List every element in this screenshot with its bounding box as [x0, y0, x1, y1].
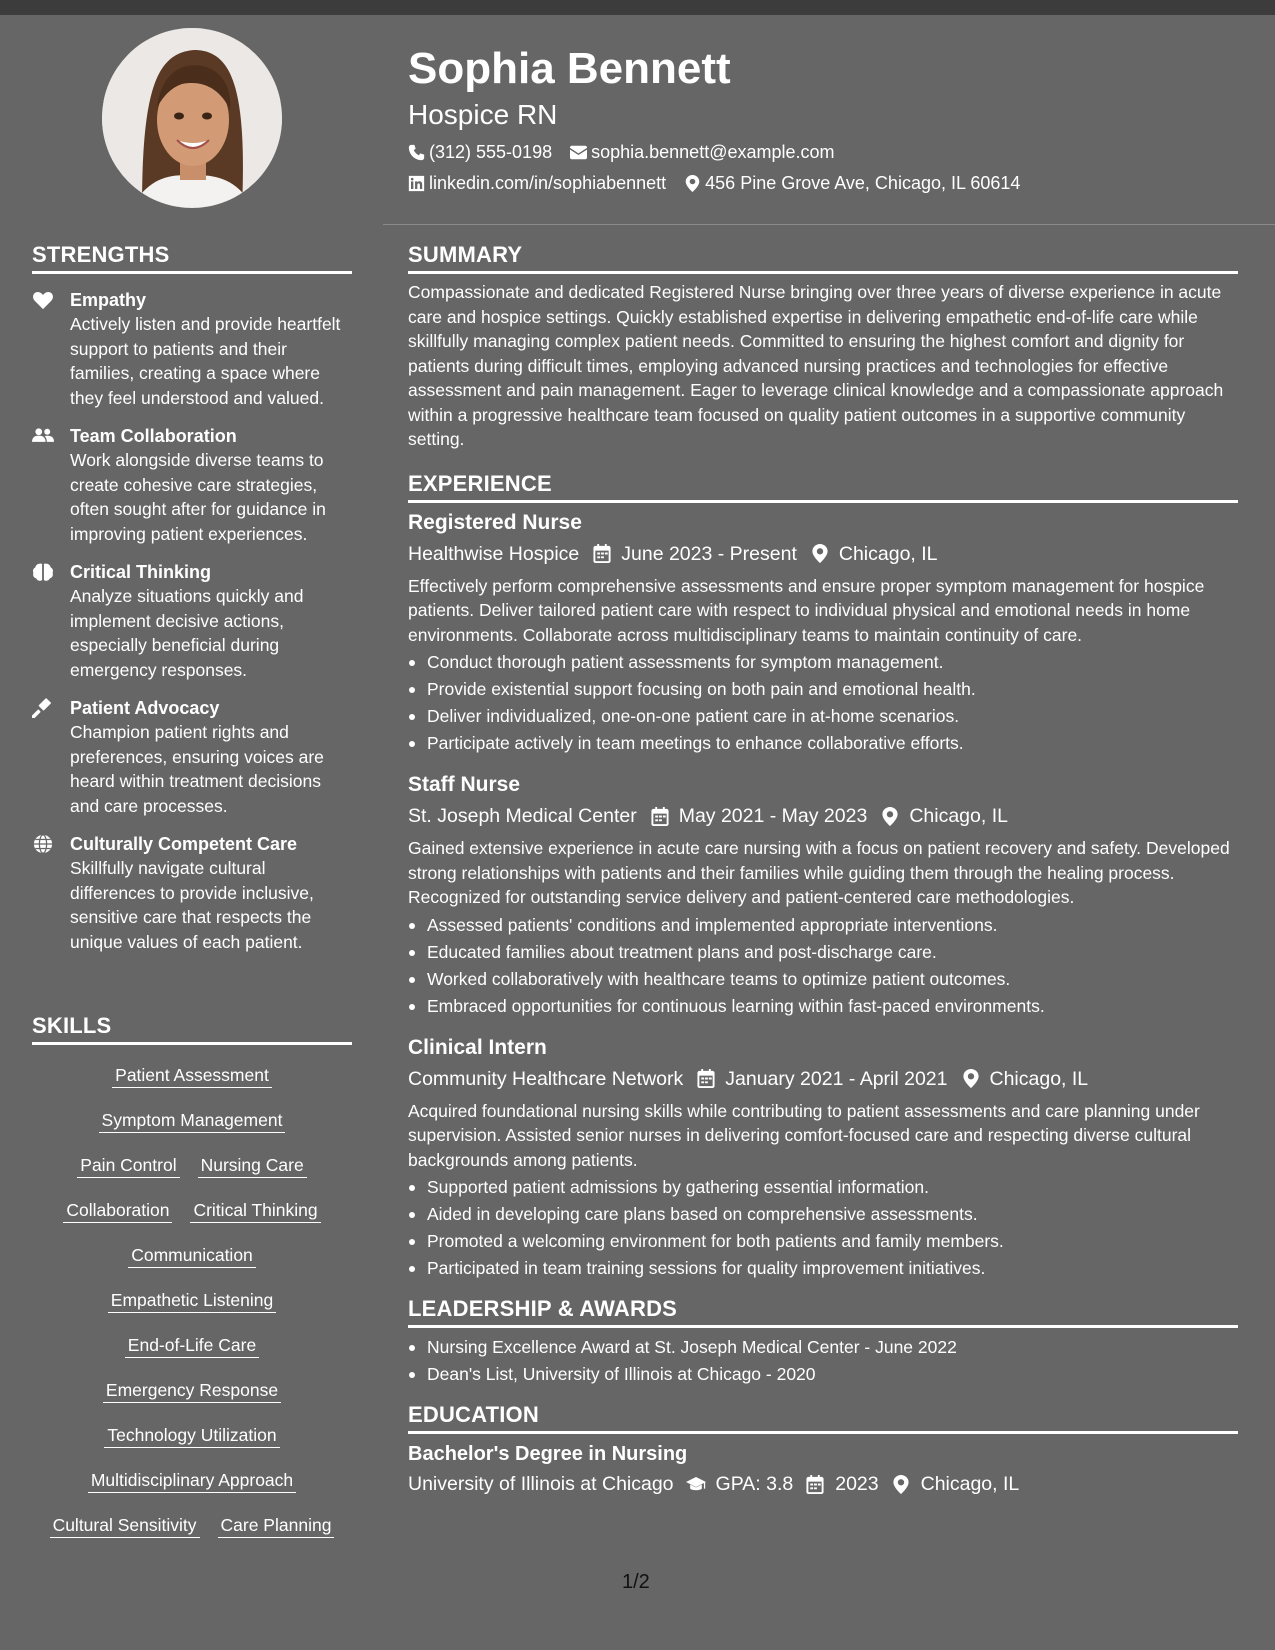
- page-number: 1/2: [622, 1571, 650, 1593]
- strength-title: Patient Advocacy: [70, 698, 220, 718]
- job-bullets: [408, 649, 1238, 757]
- gavel-icon: [32, 696, 70, 818]
- summary-text: Compassionate and dedicated Registered Nurse bringing over three years of diverse experience in acute care and hospice settings. Quickly established expertise in delivering empathetic end-of-life care while skillfully managing complex patient needs. Committed to ensuring the highest comfort and dignity for patients during difficult times, employing advanced nursing practices and technologies for effective assessment and pain management. Eager to leverage clinical knowledge and a compassionate approach within a progressive healthcare team focused on quality patient outcomes in a supportive community setting.: [408, 282, 1224, 449]
- map-pin-icon: [891, 1475, 911, 1494]
- job-dates-text: June 2023 - Present: [621, 542, 797, 565]
- job-location: [962, 1065, 1089, 1093]
- brain-icon: [32, 560, 70, 682]
- envelope-icon: [570, 144, 587, 161]
- skill-tag: Collaboration: [63, 1199, 172, 1223]
- skill-tag: Emergency Response: [103, 1379, 281, 1403]
- job-location-text: Chicago, IL: [838, 542, 938, 565]
- globe-icon: [32, 832, 70, 954]
- education-location: [891, 1470, 1020, 1498]
- job-position: Clinical Intern: [408, 1035, 547, 1059]
- skill-tag: Care Planning: [218, 1514, 335, 1538]
- job-description: Acquired foundational nursing skills while contributing to patient assessments and care planning under supervision. Assisted senior nurses in delivering comfort-focused care and respecting diverse cultural backgrounds among patients.: [408, 1100, 1200, 1170]
- strength-item: [32, 832, 352, 954]
- profile-photo: [102, 28, 282, 208]
- contact-row: [408, 140, 1238, 164]
- linkedin-text[interactable]: linkedin.com/in/sophiabennett: [429, 173, 667, 193]
- calendar-icon: [697, 1069, 715, 1088]
- strength-title: Culturally Competent Care: [70, 834, 298, 854]
- job-entry: [408, 771, 1238, 1020]
- strength-desc: Analyze situations quickly and implement decisive actions, especially beneficial during emergency responses.: [70, 586, 304, 680]
- job-bullet: Assessed patients' conditions and implemented appropriate interventions.: [408, 912, 1238, 939]
- experience-heading: EXPERIENCE: [408, 471, 1238, 503]
- job-company: Community Healthcare Network: [408, 1067, 684, 1090]
- job-title: Hospice RN: [408, 99, 558, 130]
- job-description: Gained extensive experience in acute care nursing with a focus on patient recovery and safety. Developed strong relationships with patients and their families while guiding them through the healing process. Recognized for outstanding service delivery and patient-centered care methodologies.: [408, 838, 1230, 907]
- education-year-text: 2023: [835, 1473, 879, 1495]
- job-location-text: Chicago, IL: [989, 1067, 1089, 1090]
- job-bullet: Deliver individualized, one-on-one patient care in at-home scenarios.: [408, 703, 1238, 730]
- calendar-icon: [651, 807, 669, 826]
- job-bullet: Conduct thorough patient assessments for symptom management.: [408, 649, 1238, 676]
- strength-desc: Actively listen and provide heartfelt support to patients and their families, creating a space where they feel understood and valued.: [70, 314, 341, 408]
- job-meta: [408, 802, 1238, 830]
- phone-icon: [408, 144, 425, 161]
- skill-tag: Technology Utilization: [104, 1424, 279, 1448]
- skill-tag: Pain Control: [77, 1154, 179, 1178]
- skill-tag: Multidisciplinary Approach: [88, 1469, 296, 1493]
- profile-photo-image: [102, 28, 282, 208]
- summary-heading: SUMMARY: [408, 242, 1238, 274]
- education-degree: Bachelor's Degree in Nursing: [408, 1443, 688, 1465]
- phone-text: (312) 555-0198: [429, 142, 553, 162]
- job-description: Effectively perform comprehensive assessments and ensure proper symptom management for hospice patients. Deliver tailored patient care with respect to individual physical and emotional needs in home environments. Collaborate across multidisciplinary teams to maintain continuity of care.: [408, 575, 1205, 645]
- person-name: Sophia Bennett: [408, 44, 731, 93]
- skills-section: [32, 1013, 352, 1548]
- strength-title: Empathy: [70, 290, 147, 310]
- job-meta: [408, 540, 1238, 568]
- job-dates-text: January 2021 - April 2021: [725, 1067, 948, 1090]
- resume-header: [408, 42, 1238, 195]
- skill-tag: Communication: [128, 1244, 256, 1268]
- job-dates: [651, 802, 868, 830]
- education-gpa: [686, 1470, 794, 1498]
- job-bullets: [408, 1174, 1238, 1282]
- job-dates: [593, 540, 797, 568]
- job-entry: [408, 509, 1238, 758]
- job-bullet: Aided in developing care plans based on comprehensive assessments.: [408, 1201, 1238, 1228]
- main-column: [408, 242, 1238, 1498]
- skill-tag: Nursing Care: [198, 1154, 307, 1178]
- job-meta: [408, 1065, 1238, 1093]
- award-item: Nursing Excellence Award at St. Joseph Medical Center - June 2022: [408, 1334, 1238, 1361]
- map-pin-icon: [881, 807, 899, 826]
- skill-tag: End-of-Life Care: [125, 1334, 259, 1358]
- heart-icon: [32, 288, 70, 410]
- job-location: [811, 540, 938, 568]
- job-bullet: Worked collaboratively with healthcare teams to optimize patient outcomes.: [408, 966, 1238, 993]
- strength-title: Team Collaboration: [70, 426, 237, 446]
- strengths-heading: STRENGTHS: [32, 242, 352, 274]
- skill-tag: Patient Assessment: [112, 1064, 272, 1088]
- skill-tag: Symptom Management: [99, 1109, 286, 1133]
- strength-item: [32, 696, 352, 818]
- linkedin-icon: [408, 175, 425, 192]
- address-text: 456 Pine Grove Ave, Chicago, IL 60614: [705, 173, 1021, 193]
- job-bullet: Embraced opportunities for continuous learning within fast-paced environments.: [408, 993, 1238, 1020]
- job-location-text: Chicago, IL: [909, 805, 1008, 827]
- job-bullet: Promoted a welcoming environment for both patients and family members.: [408, 1228, 1238, 1255]
- email-contact[interactable]: [570, 140, 834, 164]
- strength-desc: Skillfully navigate cultural differences to provide inclusive, sensitive care that respects the unique values of each patient.: [70, 858, 314, 952]
- award-item: Dean's List, University of Illinois at Chicago - 2020: [408, 1361, 1238, 1388]
- linkedin-contact[interactable]: [408, 171, 666, 195]
- email-text[interactable]: sophia.bennett@example.com: [591, 142, 835, 162]
- strengths-section: [32, 242, 352, 954]
- phone-contact: [408, 140, 552, 164]
- address-contact: [684, 171, 1020, 195]
- users-icon: [32, 424, 70, 546]
- contact-row: [408, 171, 1238, 195]
- education-gpa-text: GPA: 3.8: [715, 1473, 794, 1495]
- skill-tag: Empathetic Listening: [108, 1289, 276, 1313]
- map-pin-icon: [811, 544, 829, 563]
- strength-desc: Champion patient rights and preferences, ensuring voices are heard within treatment decisions and care processes.: [70, 722, 324, 816]
- education-heading: EDUCATION: [408, 1402, 1238, 1434]
- strength-item: [32, 560, 352, 682]
- job-company: Healthwise Hospice: [408, 542, 580, 565]
- job-bullet: Participated in team training sessions for quality improvement initiatives.: [408, 1255, 1238, 1282]
- job-bullet: Provide existential support focusing on both pain and emotional health.: [408, 676, 1238, 703]
- job-dates: [697, 1065, 947, 1093]
- map-pin-icon: [962, 1069, 980, 1088]
- education-school: University of Illinois at Chicago: [408, 1473, 674, 1495]
- strength-desc: Work alongside diverse teams to create cohesive care strategies, often sought after for guidance in improving patient experiences.: [70, 450, 326, 544]
- job-bullet: Supported patient admissions by gathering essential information.: [408, 1174, 1238, 1201]
- job-bullet: Participate actively in team meetings to enhance collaborative efforts.: [408, 730, 1238, 757]
- graduation-cap-icon: [686, 1475, 706, 1494]
- calendar-icon: [593, 544, 611, 563]
- skill-tag: Critical Thinking: [190, 1199, 320, 1223]
- skills-heading: SKILLS: [32, 1013, 352, 1045]
- job-position: Registered Nurse: [408, 510, 582, 534]
- strength-item: [32, 288, 352, 410]
- job-entry: [408, 1034, 1238, 1283]
- job-bullets: [408, 912, 1238, 1020]
- strength-item: [32, 424, 352, 546]
- job-dates-text: May 2021 - May 2023: [678, 805, 868, 827]
- calendar-icon: [805, 1475, 825, 1494]
- job-position: Staff Nurse: [408, 773, 521, 796]
- map-pin-icon: [684, 175, 701, 192]
- education-year: [805, 1470, 878, 1498]
- skills-list: [32, 1053, 352, 1548]
- top-bar: [0, 0, 1275, 15]
- skill-tag: Cultural Sensitivity: [50, 1514, 200, 1538]
- job-bullet: Educated families about treatment plans and post-discharge care.: [408, 939, 1238, 966]
- education-location-text: Chicago, IL: [920, 1473, 1020, 1495]
- awards-heading: LEADERSHIP & AWARDS: [408, 1296, 1238, 1328]
- awards-list: [408, 1334, 1238, 1388]
- strength-title: Critical Thinking: [70, 562, 212, 582]
- education-meta: [408, 1470, 1238, 1498]
- header-divider: [383, 224, 1275, 225]
- job-location: [881, 802, 1008, 830]
- job-company: St. Joseph Medical Center: [408, 805, 637, 827]
